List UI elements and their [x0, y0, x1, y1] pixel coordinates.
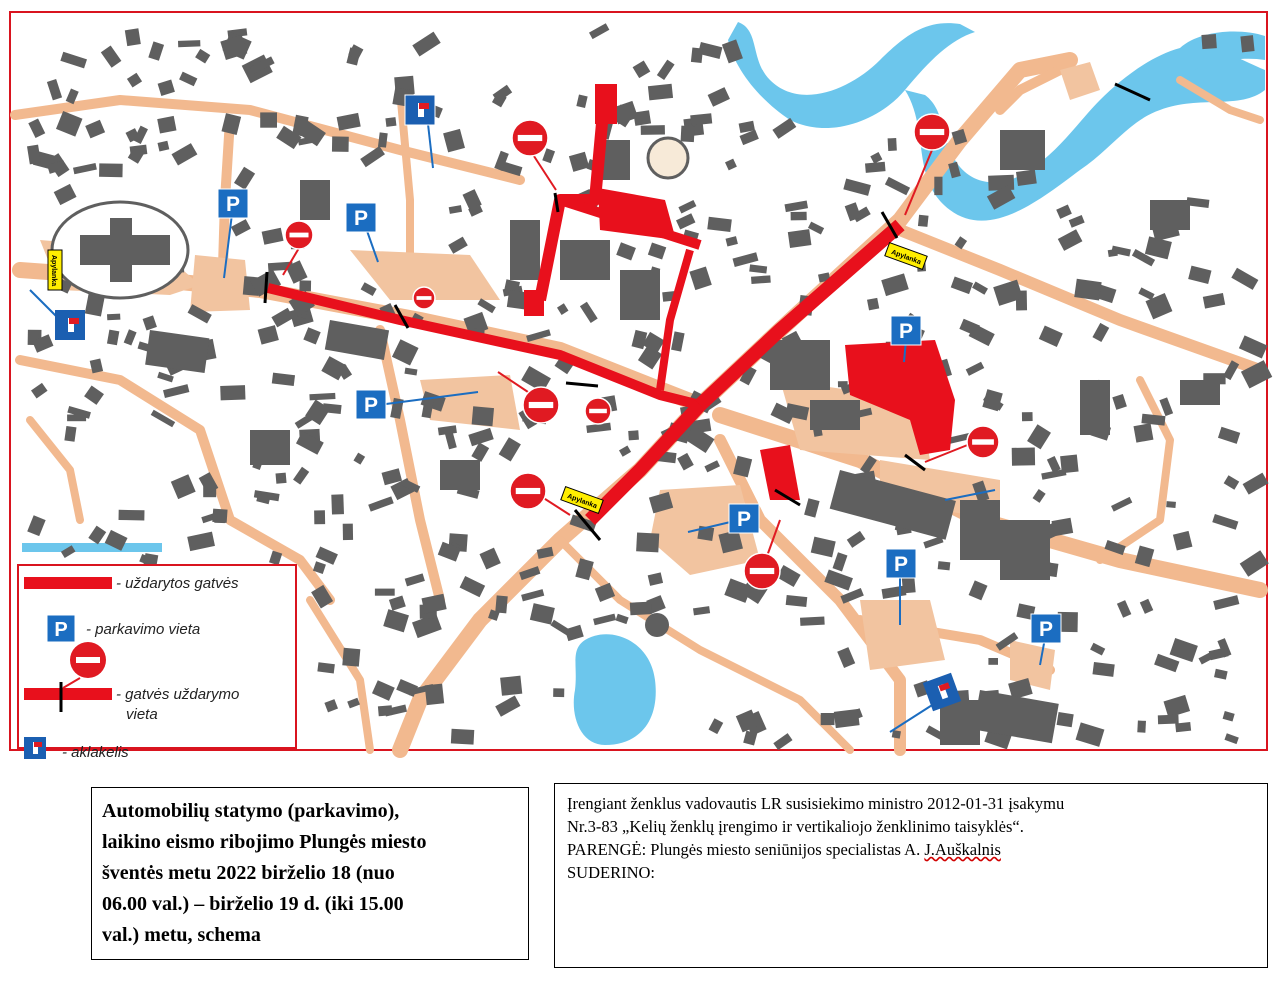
building — [821, 713, 835, 725]
building — [1092, 662, 1114, 677]
building — [918, 215, 929, 227]
note-line-regulation: Įrengiant ženklus vadovautis LR susisiekimo ministro 2012-01-31 įsakymu — [567, 794, 1065, 813]
building — [500, 676, 522, 696]
no-entry-sign — [523, 387, 559, 423]
title-line: val.) metu, schema — [102, 924, 261, 946]
no-entry-sign — [512, 120, 548, 156]
water-strip — [22, 543, 162, 552]
building — [892, 730, 901, 739]
svg-text:P: P — [363, 394, 379, 417]
building — [1240, 35, 1254, 52]
building — [648, 84, 673, 101]
parking-sign — [356, 390, 386, 419]
building — [641, 125, 665, 135]
building — [385, 117, 396, 127]
legend-closed-street-swatch — [24, 577, 112, 589]
building — [314, 510, 325, 524]
svg-text:P: P — [1038, 618, 1054, 641]
prepared-by-name: J.Auškalnis — [924, 840, 1001, 859]
parking-sign — [218, 189, 248, 218]
no-entry-sign — [510, 473, 546, 509]
svg-text:P: P — [54, 619, 68, 641]
building — [636, 533, 659, 553]
title-line: šventės metu 2022 birželio 18 (nuo — [102, 862, 395, 884]
building — [510, 220, 540, 280]
building — [865, 162, 886, 173]
building — [1000, 520, 1050, 580]
building — [212, 509, 227, 523]
building — [425, 684, 444, 706]
parking-sign — [729, 504, 759, 533]
note-line-prepared — [567, 838, 1255, 861]
dead-end-sign — [55, 310, 85, 340]
building — [276, 473, 287, 484]
building — [940, 700, 980, 745]
building — [472, 406, 494, 426]
building — [1016, 169, 1037, 186]
legend-dead-end: - aklakelis — [62, 744, 129, 760]
building — [378, 705, 393, 716]
building — [934, 177, 942, 195]
no-entry-sign — [967, 426, 999, 458]
parking-sign — [886, 549, 916, 578]
building — [800, 617, 825, 626]
building — [119, 510, 145, 521]
dead-end-sign — [405, 95, 435, 125]
svg-text:P: P — [893, 553, 909, 576]
legend-parking: - parkavimo vieta — [86, 621, 201, 638]
building — [902, 576, 916, 593]
svg-text:P: P — [225, 193, 241, 216]
parking-sign — [891, 316, 921, 345]
legend-closure-point-2: vieta — [126, 706, 158, 723]
building — [770, 340, 830, 390]
title-box — [91, 787, 529, 960]
building — [1074, 279, 1101, 301]
building — [495, 595, 508, 613]
building — [64, 426, 76, 442]
building — [960, 500, 1000, 560]
building — [751, 275, 771, 284]
building — [1080, 380, 1110, 435]
legend — [18, 565, 296, 760]
no-entry-sign — [914, 114, 950, 150]
svg-text:P: P — [736, 508, 752, 531]
title-line: laikino eismo ribojimo Plungės miesto — [102, 831, 427, 853]
building — [788, 229, 812, 248]
round-landmark — [648, 138, 688, 178]
building — [1057, 712, 1074, 727]
building — [867, 298, 879, 311]
building — [300, 180, 330, 220]
legend-dead-end-icon — [24, 737, 46, 759]
building — [250, 430, 290, 465]
legend-closure-point: - gatvės uždarymo — [116, 686, 240, 703]
building — [560, 240, 610, 280]
building — [1137, 721, 1146, 733]
building — [157, 116, 176, 134]
building — [888, 138, 897, 151]
building — [67, 415, 86, 422]
building — [343, 524, 353, 540]
building — [628, 430, 639, 440]
building — [178, 40, 200, 47]
building — [1022, 412, 1033, 421]
title-line: 06.00 val.) – birželio 19 d. (iki 15.00 — [102, 893, 404, 915]
svg-text:Apylanka: Apylanka — [50, 255, 57, 287]
building — [440, 460, 480, 490]
building — [791, 212, 807, 221]
svg-text:P: P — [898, 320, 914, 343]
building — [299, 280, 311, 291]
note-line-rules: Nr.3-83 „Kelių ženklų įrengimo ir vertikaliojo ženklinimo taisyklės“. — [567, 817, 1024, 836]
legend-parking-icon — [47, 615, 75, 642]
building — [1166, 501, 1176, 508]
building — [834, 709, 860, 728]
no-entry-sign — [285, 221, 313, 249]
building — [1175, 722, 1191, 732]
parking-sign — [1031, 614, 1061, 643]
building — [1180, 380, 1220, 405]
building — [620, 270, 660, 320]
building — [332, 136, 349, 151]
building — [1201, 34, 1216, 49]
building — [810, 400, 860, 430]
building — [342, 648, 360, 667]
parking-sign — [346, 203, 376, 232]
church — [52, 202, 188, 298]
building — [681, 126, 695, 142]
building — [988, 175, 1014, 191]
building — [107, 314, 120, 321]
svg-text:Apylanka: Apylanka — [566, 492, 598, 511]
note-line-agreed: SUDERINO: — [567, 863, 656, 882]
detour-sign — [48, 250, 62, 290]
building — [1012, 447, 1035, 465]
building — [553, 688, 564, 697]
no-entry-sign — [413, 287, 435, 309]
building — [260, 112, 277, 127]
building — [220, 385, 245, 400]
svg-text:Apylanka: Apylanka — [890, 248, 922, 267]
building — [1158, 715, 1179, 725]
building — [451, 729, 474, 745]
building — [988, 658, 998, 665]
no-entry-sign — [585, 398, 611, 424]
note-box — [554, 783, 1268, 968]
title-line: Automobilių statymo (parkavimo), — [102, 800, 400, 822]
prepared-by-label: PARENGĖ: Plungės miesto seniūnijos specialistas A. — [567, 840, 925, 859]
building — [375, 589, 395, 596]
building — [1150, 200, 1190, 230]
legend-closure-swatch — [24, 688, 112, 700]
legend-closed-streets: - uždarytos gatvės — [116, 575, 239, 592]
building — [99, 163, 123, 177]
building — [938, 561, 951, 570]
no-entry-sign — [744, 553, 780, 589]
building — [630, 602, 652, 616]
round-building — [645, 613, 669, 637]
svg-text:P: P — [353, 207, 369, 230]
building — [1000, 130, 1045, 170]
building — [1134, 423, 1154, 442]
building — [331, 494, 344, 514]
building — [125, 28, 141, 46]
building — [691, 48, 703, 64]
